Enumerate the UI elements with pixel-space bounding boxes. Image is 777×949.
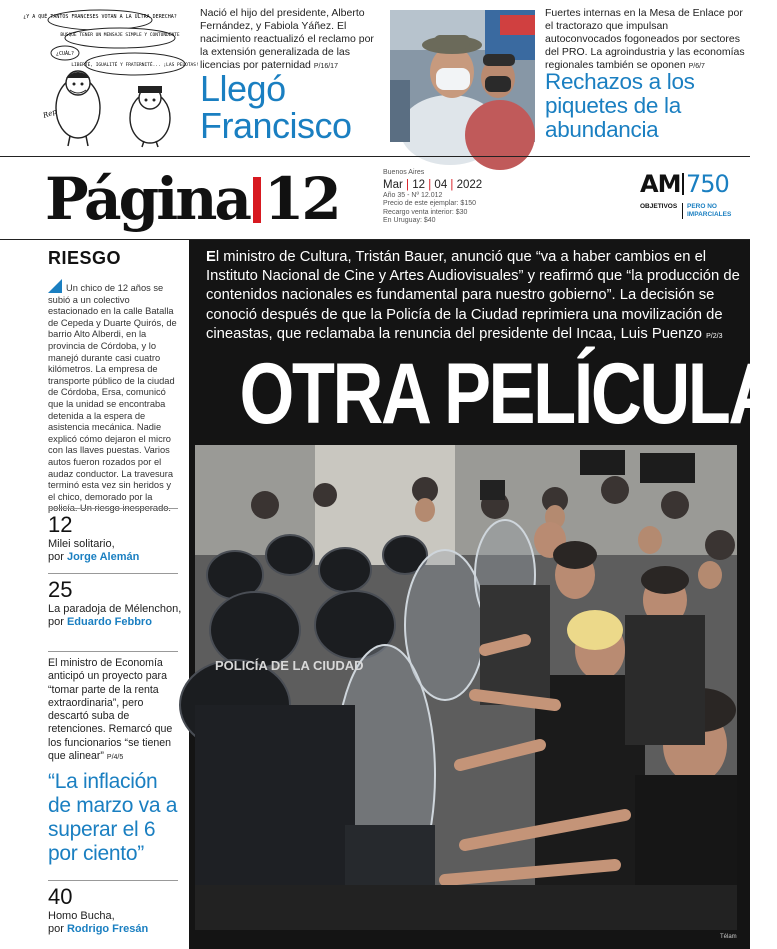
edition-surcharge: Recargo venta interior: $30 <box>383 208 468 216</box>
economy-page-ref: P/4/5 <box>106 754 124 762</box>
edition-issue: Año 35 - Nº 12.012 <box>383 191 443 199</box>
date-month: 04 <box>434 178 448 191</box>
column-teaser-12[interactable] <box>48 514 183 564</box>
cartoon-bubble-1: ¿Y A QUÉ TANTOS FRANCESES VOTAN A LA ULTRA DERECHA? <box>23 14 177 20</box>
column-author: Rodrigo Fresán <box>66 923 149 935</box>
column-teaser-text <box>48 603 183 629</box>
column-page-number: 25 <box>48 577 73 602</box>
top-strip <box>0 0 750 154</box>
main-photo <box>195 445 737 930</box>
teaser-right-headline[interactable] <box>545 70 750 142</box>
column-title: Homo Bucha, <box>48 910 115 922</box>
photo-credit: Télam <box>720 934 737 940</box>
am750-slogan-right <box>682 203 731 219</box>
teaser-right-page-ref: P/6/7 <box>688 63 705 70</box>
police-label: POLICÍA DE LA CIUDAD <box>215 658 364 673</box>
column-teaser-text <box>48 538 183 564</box>
column-teaser-40[interactable] <box>48 886 183 936</box>
masthead <box>0 156 750 240</box>
am750-slogan-right-line: IMPARCIALES <box>687 211 732 218</box>
column-byline <box>48 616 183 629</box>
am750-prefix: AM <box>640 170 681 198</box>
logo-number: 12 <box>263 165 339 233</box>
teaser-right-body <box>545 7 745 73</box>
am750-slogan <box>640 203 745 219</box>
column-title: Milei solitario, <box>48 538 115 550</box>
teaser-left-headline[interactable] <box>200 70 390 144</box>
riesgo-box <box>48 248 178 515</box>
teaser-right-headline-line: abundancia <box>545 117 659 142</box>
am750-number: 750 <box>685 170 729 198</box>
teaser-left-text: Nació el hijo del presidente, Alberto Fernández, y Fabiola Yáñez. El nacimiento reactualizó el reclamo por la extensión generalizada de las licencias por paternidad <box>200 7 374 71</box>
cartoon-illustration <box>23 8 199 148</box>
blue-corner-icon <box>48 279 62 293</box>
am750-wordmark <box>640 170 745 198</box>
column-byline <box>48 551 183 564</box>
byline-prefix: por <box>48 551 64 563</box>
column-author: Eduardo Febbro <box>66 616 152 628</box>
riesgo-text: Un chico de 12 años se subió a un colectivo estacionado en la calle Batalla de Cepeda y Duarte Quirós, de barrio Alto Alberdi, en la provincia de Córdoba, y lo manejó durante casi cuatro kilómetros. La empresa de transporte público de la ciudad de Córdoba, Ersa, comunicó que la unidad se encontraba detenida a la espera de asistencia mecánica. Nadie explicó cómo dejaron el micro con las llaves puestas. Varios autos fueron rozados por el audaz conductor. La travesura terminó esta vez sin heridos y el chico, demorado por la <box>48 283 177 502</box>
date-separator: | <box>428 178 432 191</box>
teaser-right-headline-line: Rechazos a los <box>545 69 695 94</box>
teaser-right-text: Fuertes internas en la Mesa de Enlace por el tractorazo que impulsan autoconvocados fogoneados por sectores del PRO. La agroindustria y las economías regionales también se oponen <box>545 7 745 71</box>
lead-page-ref: P/2/3 <box>706 332 723 340</box>
column-page-number: 12 <box>48 512 73 537</box>
am750-slogan-left: OBJETIVOS <box>640 203 678 210</box>
divider <box>48 573 178 574</box>
teaser-photo <box>390 10 535 142</box>
divider <box>48 880 178 881</box>
radio-am750-logo[interactable] <box>640 170 745 232</box>
byline-prefix: por <box>48 616 64 628</box>
date-day-name: Mar <box>383 178 403 191</box>
economy-teaser[interactable] <box>48 657 183 866</box>
date-separator: | <box>406 178 410 191</box>
economy-teaser-text: El ministro de Economía anticipó un proyecto para “tomar parte de la renta extraordinaria”, pero descartó suba de retenciones. Remarcó que los funcionarios “se tienen que alinear” <box>48 657 173 763</box>
am750-slogan-right-line: PERO NO <box>687 203 717 210</box>
column-title: La paradoja de Mélenchon, <box>48 603 182 615</box>
cartoon-bubble-4: LIBERTÉ, IGUALITÉ Y FRATERNITÉ... ¡LAS PELOTAS! <box>71 63 199 68</box>
divider <box>48 508 178 509</box>
logo-word: Página <box>45 165 249 233</box>
edition-city: Buenos Aires <box>383 169 425 176</box>
column-author: Jorge Alemán <box>66 551 140 563</box>
teaser-left-headline-line: Llegó <box>200 68 286 109</box>
edition-info <box>383 169 523 226</box>
byline-prefix: por <box>48 923 64 935</box>
teaser-left-body <box>200 7 380 73</box>
cartoon-bubble-3: ¿CUÁL? <box>55 51 75 57</box>
riesgo-body <box>48 279 178 515</box>
column-teaser-25[interactable] <box>48 579 183 629</box>
economy-quote-headline: “La inflación de marzo va a superar el 6 por ciento” <box>48 770 178 866</box>
teaser-left-page-ref: P/16/17 <box>313 63 338 70</box>
economy-teaser-body <box>48 657 183 764</box>
date-year: 2022 <box>456 178 483 191</box>
protest-photo-illustration <box>195 445 737 930</box>
main-story-lead <box>206 248 746 346</box>
teaser-left-headline-line: Francisco <box>200 105 352 146</box>
teaser-right-headline-line: piquetes de la <box>545 93 681 118</box>
main-headline[interactable]: OTRA PELÍCULA <box>239 346 777 442</box>
lead-text: l ministro de Cultura, Tristán Bauer, anunció que “va a haber cambios en el Instituto Nacional de Cine y Artes Audiovisuales” y reafirmó que “la producción de contenidos nacionales es fundamental para nuestro gobierno”. La decisión se conoció después de que la Policía de la Ciudad reprimiera una movilización de cineastas, que reclamaba la renuncia del presidente del Incaa, Luis Puenzo <box>206 249 740 342</box>
date-day: 12 <box>412 178 426 191</box>
edition-uruguay-price: En Uruguay: $40 <box>383 217 436 224</box>
edition-date <box>383 178 523 192</box>
logo-red-bar <box>253 177 261 223</box>
cartoon-bubble-2: BUSQUE TENER UN MENSAJE SIMPLE Y CONTUNDENTE <box>60 33 180 38</box>
am750-divider <box>682 173 684 195</box>
newspaper-logo[interactable] <box>45 165 339 233</box>
column-teaser-text <box>48 910 183 936</box>
column-page-number: 40 <box>48 884 73 909</box>
edition-price: Precio de este ejemplar: $150 <box>383 200 476 207</box>
cartoon-signature: Rep <box>41 107 58 120</box>
date-separator: | <box>450 178 454 191</box>
lead-dropcap: E <box>206 249 216 265</box>
riesgo-title: RIESGO <box>48 248 122 268</box>
column-byline <box>48 923 183 936</box>
divider <box>48 651 178 652</box>
